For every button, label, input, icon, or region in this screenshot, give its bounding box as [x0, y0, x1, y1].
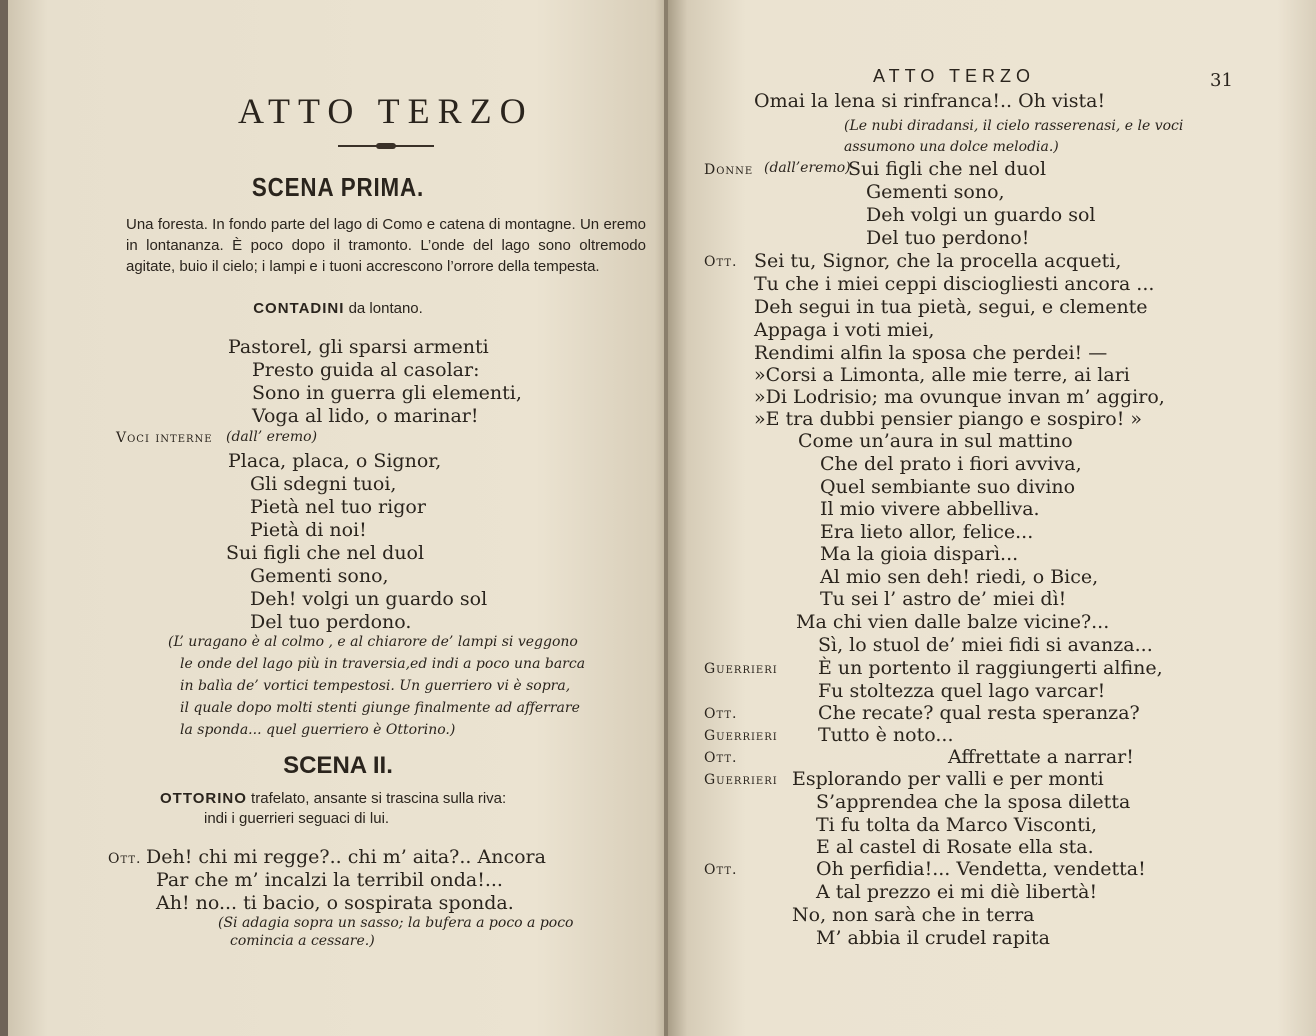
verse-line: Sei tu, Signor, che la procella acqueti, — [754, 250, 1122, 272]
page-number: 31 — [1210, 70, 1233, 91]
verse-line: Oh perfidia!... Vendetta, vendetta! — [816, 858, 1146, 880]
stage-direction: comincia a cessare.) — [230, 933, 375, 949]
verse-line: Sui figli che nel duol — [226, 542, 425, 564]
speaker-label: Guerrieri — [704, 772, 778, 788]
verse-line: Come un’aura in sul mattino — [798, 430, 1073, 452]
stage-direction: (Le nubi diradansi, il cielo rasserenasi, e le voci — [844, 118, 1184, 134]
verse-line: Rendimi alfin la sposa che perdei! — — [754, 342, 1108, 364]
scene-one-heading: SCENA PRIMA. — [251, 172, 425, 202]
speaker-voci: Voci interne — [116, 430, 213, 446]
verse-line: Par che m’ incalzi la terribil onda!... — [156, 869, 503, 891]
verse-line: Tu che i miei ceppi disciogliesti ancora ... — [754, 273, 1155, 295]
stage-direction: la sponda... quel guerriero è Ottorino.) — [180, 722, 456, 738]
verse-line: Voga al lido, o marinar! — [252, 405, 479, 427]
scene-description: Una foresta. In fondo parte del lago di Como e catena di montagne. Un eremo in lontananza. È poco dopo il tramonto. L’onde del lago sono oltremodo agitate, buio il cielo; i lampi e i tuoni accrescono l’orrore della tempesta. — [126, 216, 646, 275]
verse-line: Omai la lena si rinfranca!.. Oh vista! — [754, 90, 1106, 112]
verse-line: Deh segui in tua pietà, segui, e clemente — [754, 296, 1148, 318]
speaker-label: Donne — [704, 162, 754, 178]
speaker-note: (dall’eremo) — [764, 160, 851, 176]
ottorino-note-2: indi i guerrieri seguaci di lui. — [204, 810, 390, 827]
verse-line: Affrettate a narrar! — [948, 746, 1134, 768]
verse-line: E al castel di Rosate ella sta. — [816, 836, 1094, 858]
verse-line: Al mio sen deh! riedi, o Bice, — [820, 566, 1099, 588]
verse-line: Gementi sono, — [866, 181, 1005, 203]
verse-line: Sono in guerra gli elementi, — [252, 382, 522, 404]
verse-line: Del tuo perdono. — [250, 611, 412, 633]
verse-line: Tu sei l’ astro de’ miei dì! — [820, 588, 1067, 610]
verse-line: A tal prezzo ei mi diè libertà! — [816, 881, 1098, 903]
running-header: ATTO TERZO — [873, 66, 1036, 86]
contadini-name: CONTADINI — [253, 300, 345, 317]
verse-line: È un portento il raggiungerti alfine, — [818, 657, 1163, 679]
verse-line: »E tra dubbi pensier piango e sospiro! » — [754, 408, 1143, 430]
verse-line: Deh! chi mi regge?.. chi m’ aita?.. Ancora — [146, 846, 546, 868]
speaker-label: Ott. — [704, 862, 738, 878]
verse-line: Appaga i voti miei, — [754, 319, 935, 341]
verse-line: Il mio vivere abbelliva. — [820, 498, 1040, 520]
verse-line: »Corsi a Limonta, alle mie terre, ai lari — [754, 364, 1130, 386]
ottorino-note: trafelato, ansante si trascina sulla riva: — [246, 790, 507, 807]
verse-line: Era lieto allor, felice... — [820, 521, 1034, 543]
verse-line: Che del prato i fiori avviva, — [820, 453, 1082, 475]
verse-line: No, non sarà che in terra — [792, 904, 1035, 926]
verse-line: Ti fu tolta da Marco Visconti, — [816, 814, 1098, 836]
verse-line: Ah! no... ti bacio, o sospirata sponda. — [156, 892, 514, 914]
speaker-note: (dall’ eremo) — [226, 429, 318, 445]
verse-line: Pietà nel tuo rigor — [250, 496, 426, 518]
speaker-label: Ott. — [704, 254, 738, 270]
verse-line: Sui figli che nel duol — [848, 158, 1047, 180]
verse-line: Pietà di noi! — [250, 519, 367, 541]
verse-line: Sì, lo stuol de’ miei fidi si avanza... — [818, 634, 1153, 656]
stage-direction: il quale dopo molti stenti giunge finalmente ad afferrare — [180, 700, 580, 716]
verse-line: Deh volgi un guardo sol — [866, 204, 1096, 226]
stage-direction: in balìa de’ vortici tempestosi. Un guerriero vi è sopra, — [180, 678, 571, 694]
verse-line: Che recate? qual resta speranza? — [818, 702, 1140, 724]
verse-line: Placa, placa, o Signor, — [228, 450, 442, 472]
verse-line: Gli sdegni tuoi, — [250, 473, 397, 495]
title-ornament — [338, 145, 434, 147]
verse-line: Del tuo perdono! — [866, 227, 1030, 249]
verse-line: Pastorel, gli sparsi armenti — [228, 336, 489, 358]
stage-direction: assumono una dolce melodia.) — [844, 139, 1059, 155]
verse-line: Ma chi vien dalle balze vicine?... — [796, 611, 1110, 633]
stage-direction: le onde del lago più in traversia,ed indi a poco una barca — [180, 656, 586, 672]
verse-line: Ma la gioia disparì... — [820, 543, 1019, 565]
right-page — [668, 0, 1316, 1036]
verse-line: Deh! volgi un guardo sol — [250, 588, 488, 610]
act-title: ATTO TERZO — [238, 91, 534, 131]
speaker-label: Guerrieri — [704, 728, 778, 744]
contadini-direction — [8, 300, 668, 317]
verse-line: S’apprendea che la sposa diletta — [816, 791, 1131, 813]
stage-direction: (Si adagia sopra un sasso; la bufera a poco a poco — [218, 915, 574, 931]
verse-line: M’ abbia il crudel rapita — [816, 927, 1050, 949]
left-page — [8, 0, 668, 1036]
verse-line: Fu stoltezza quel lago varcar! — [818, 680, 1106, 702]
stage-direction: (L’ uragano è al colmo , e al chiarore de’ lampi si veggono — [168, 634, 578, 650]
verse-line: Gementi sono, — [250, 565, 389, 587]
ottorino-direction — [160, 790, 506, 807]
ottorino-name: OTTORINO — [160, 790, 247, 807]
verse-line: Esplorando per valli e per monti — [792, 768, 1104, 790]
speaker-label: Ott. — [704, 750, 738, 766]
speaker-label: Ott. — [704, 706, 738, 722]
verse-line: »Di Lodrisio; ma ovunque invan m’ aggiro, — [754, 386, 1165, 408]
verse-line: Presto guida al casolar: — [252, 359, 480, 381]
verse-line: Tutto è noto... — [818, 724, 954, 746]
speaker-ott: Ott. — [108, 851, 142, 867]
contadini-note: da lontano. — [348, 300, 423, 317]
verse-line: Quel sembiante suo divino — [820, 476, 1076, 498]
speaker-label: Guerrieri — [704, 661, 778, 677]
scene-two-heading: SCENA II. — [283, 752, 393, 779]
